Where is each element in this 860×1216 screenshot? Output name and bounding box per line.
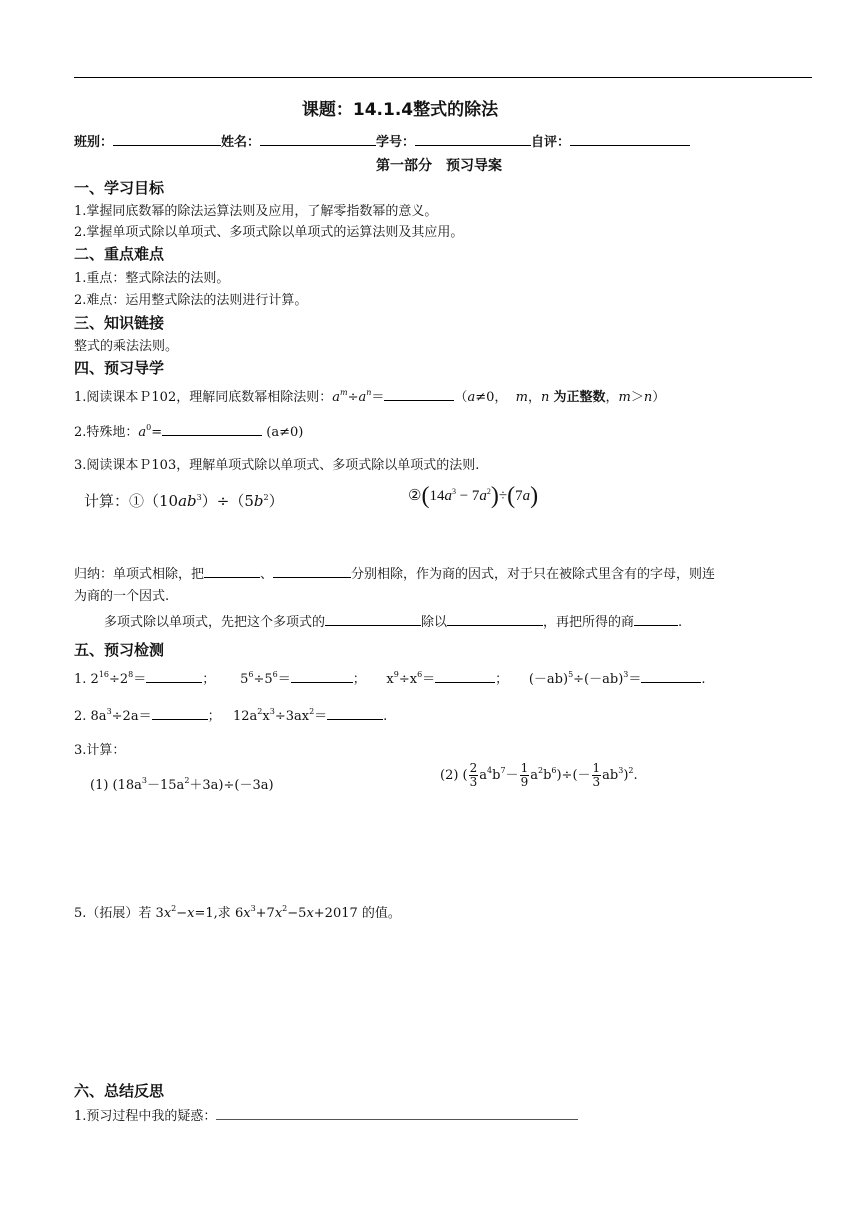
student-info-line <box>74 131 690 150</box>
answer-blank-2[interactable] <box>162 422 262 436</box>
calc-expression-1: 计算：$①(10ab^3)\div(5b^2)$ <box>84 492 284 510</box>
goal-item-1: 1.掌握同底数幂的除法运算法则及应用，了解零指数幂的意义。 <box>74 204 438 219</box>
summary-blank-4[interactable] <box>447 612 543 626</box>
preview-question-1: 1.阅读课本Ｐ102，理解同底数幂相除法则：$a^m\div a^n= (a\ne 0$， m，n 为正整数，m＞n） <box>74 388 666 405</box>
preview-question-2: 2.特殊地：$a^0= (a\ne 0)$ <box>74 423 304 440</box>
section-heading-preview: 四、预习导学 <box>74 359 165 377</box>
section-heading-check: 五、预习检测 <box>74 641 165 659</box>
section-heading-links: 三、知识链接 <box>74 314 165 332</box>
check-blank-4[interactable] <box>641 669 701 683</box>
keypoint-item-2: 2.难点：运用整式除法的法则进行计算。 <box>74 293 308 308</box>
link-item-1: 整式的乘法法则。 <box>74 339 179 354</box>
section-heading-reflection: 六、总结反思 <box>74 1082 165 1100</box>
summary-line-3: 多项式除以单项式，先把这个多项式的 除以 ，再把所得的商 . <box>104 611 682 630</box>
check-blank-2[interactable] <box>291 669 353 683</box>
check-blank-6[interactable] <box>327 706 383 720</box>
summary-blank-2[interactable] <box>273 564 351 578</box>
summary-blank-3[interactable] <box>325 612 421 626</box>
check-question-2: 2. $8a^3\div 2a=$ ； $12a^2x^3\div 3ax^2=$ . <box>74 707 388 724</box>
section-heading-keypoints: 二、重点难点 <box>74 245 165 263</box>
summary-blank-1[interactable] <box>204 564 260 578</box>
top-rule <box>74 77 812 78</box>
id-label: 学号： <box>376 135 416 150</box>
check-question-3-label: 3.计算： <box>74 743 126 758</box>
extension-question: 5.（拓展）若 $3x^2-x=1$,求 $6x^3+7x^2-5x+2017$ 的值。 <box>74 904 401 921</box>
preview-question-3: 3.阅读课本Ｐ103，理解单项式除以单项式、多项式除以单项式的法则. <box>74 458 480 473</box>
eval-blank[interactable] <box>570 132 690 146</box>
section-heading-goals: 一、学习目标 <box>74 179 165 197</box>
summary-line-1: 归纳：单项式相除，把 、 分别相除，作为商的因式，对于只在被除式里含有的字母，则连 <box>74 563 715 582</box>
check-blank-5[interactable] <box>152 706 208 720</box>
name-blank[interactable] <box>260 132 376 146</box>
class-blank[interactable] <box>113 132 221 146</box>
reflection-blank[interactable] <box>216 1106 578 1120</box>
summary-blank-5[interactable] <box>634 612 678 626</box>
page-title: 课题：14.1.4整式的除法 <box>301 100 499 120</box>
calc-expression-2: $②(14a^3 - 7a^2)\div(7a)$ <box>408 483 539 509</box>
check-expression-1: (1) $(18a^3-15a^2+3a)\div(-3a)$ <box>90 776 274 793</box>
part-title: 第一部分 预习导案 <box>376 158 502 174</box>
name-label: 姓名： <box>221 135 261 150</box>
check-blank-3[interactable] <box>435 669 495 683</box>
check-question-1: 1. $2^{16}\div 2^8=$ ； $5^6\div 5^6=$ ； $x^9\div x^6=$ ； $(-ab)^5\div(-ab)^3=$ . <box>74 670 706 687</box>
goal-item-2: 2.掌握单项式除以单项式、多项式除以单项式的运算法则及其应用。 <box>74 225 464 240</box>
id-blank[interactable] <box>415 132 531 146</box>
answer-blank-1[interactable] <box>384 387 454 401</box>
keypoint-item-1: 1.重点：整式除法的法则。 <box>74 271 230 286</box>
summary-line-2: 为商的一个因式. <box>74 589 170 604</box>
check-expression-2: (2) ( $\frac{2}{3}$ $a^4b^7-$ $\frac{1}{9}$ $a^2b^6)\div(-$ $\frac{1}{3}$ $ab^3)^2$. <box>440 761 638 789</box>
reflection-item-1: 1.预习过程中我的疑惑： <box>74 1105 578 1124</box>
eval-label: 自评： <box>531 135 571 150</box>
check-blank-1[interactable] <box>146 669 202 683</box>
class-label: 班别： <box>74 135 114 150</box>
